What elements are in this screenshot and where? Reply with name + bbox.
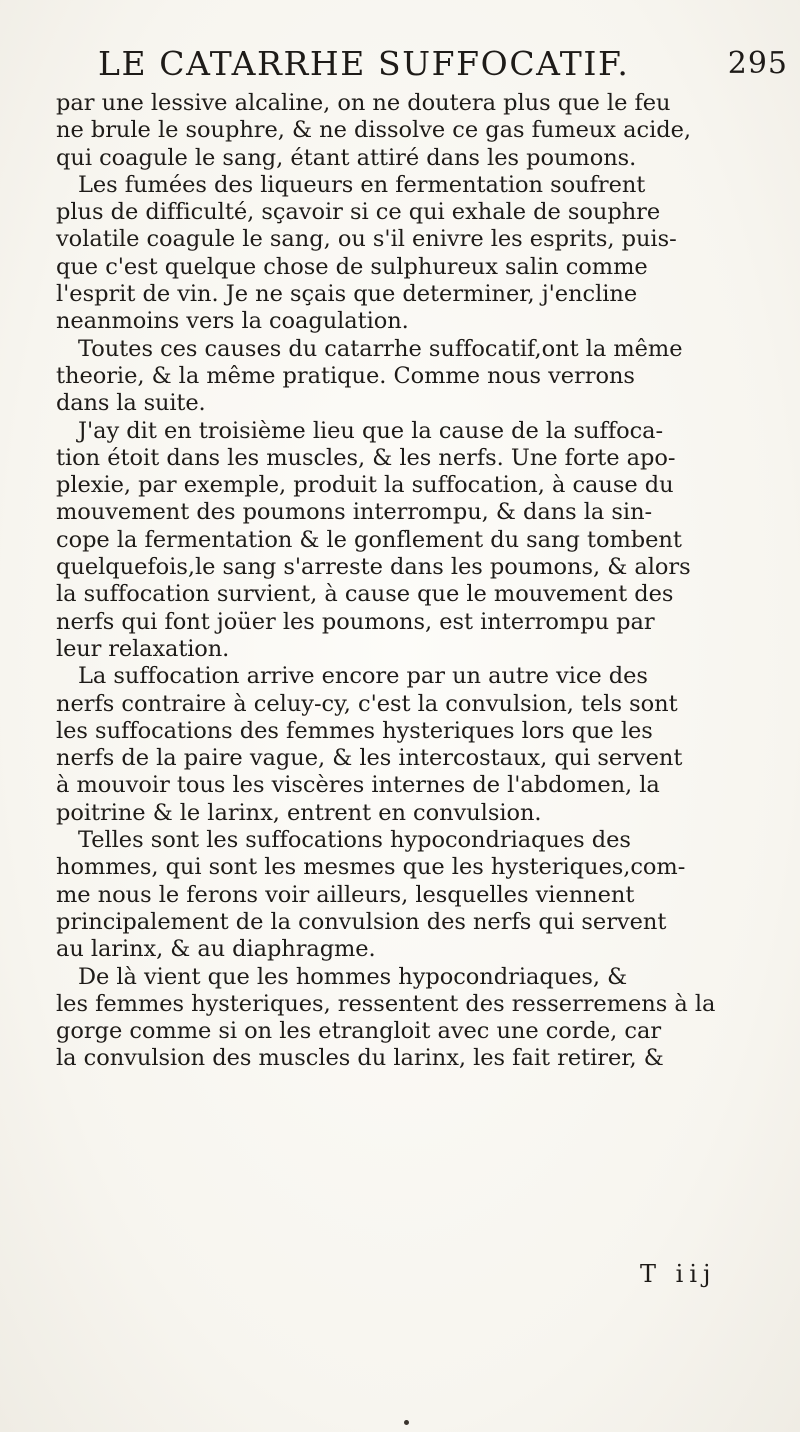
text-line: nerfs qui font joüer les poumons, est interrompu par bbox=[56, 608, 655, 635]
text-line: neanmoins vers la coagulation. bbox=[56, 308, 409, 335]
text-line: poitrine & le larinx, entrent en convulsion. bbox=[56, 799, 542, 826]
text-line: leur relaxation. bbox=[56, 635, 230, 662]
text-line: Telles sont les suffocations hypocondriaques des bbox=[78, 827, 631, 854]
text-line: la convulsion des muscles du larinx, les fait retirer, & bbox=[56, 1045, 664, 1072]
text-line: volatile coagule le sang, ou s'il enivre les esprits, puis- bbox=[56, 226, 677, 253]
body-text bbox=[56, 90, 796, 1073]
text-line: hommes, qui sont les mesmes que les hysteriques,com- bbox=[56, 854, 686, 881]
running-head bbox=[98, 44, 788, 94]
text-line: la suffocation survient, à cause que le mouvement des bbox=[56, 581, 674, 608]
text-line: l'esprit de vin. Je ne sçais que determiner, j'encline bbox=[56, 281, 638, 308]
text-line: nerfs contraire à celuy-cy, c'est la convulsion, tels sont bbox=[56, 690, 678, 717]
text-line: au larinx, & au diaphragme. bbox=[56, 936, 376, 963]
text-line: De là vient que les hommes hypocondriaques, & bbox=[78, 963, 628, 990]
text-line: plus de difficulté, sçavoir si ce qui exhale de souphre bbox=[56, 199, 661, 226]
text-line: les suffocations des femmes hysteriques lors que les bbox=[56, 717, 653, 744]
signature-mark: T iij bbox=[640, 1260, 717, 1288]
text-line: tion étoit dans les muscles, & les nerfs. Une forte apo- bbox=[56, 444, 676, 471]
text-line: nerfs de la paire vague, & les intercostaux, qui servent bbox=[56, 745, 683, 772]
text-line: theorie, & la même pratique. Comme nous verrons bbox=[56, 362, 635, 389]
text-line: La suffocation arrive encore par un autre vice des bbox=[78, 663, 648, 690]
text-line: quelquefois,le sang s'arreste dans les poumons, & alors bbox=[56, 554, 691, 581]
text-line: Toutes ces causes du catarrhe suffocatif,ont la même bbox=[78, 335, 683, 362]
text-line: qui coagule le sang, étant attiré dans les poumons. bbox=[56, 144, 637, 171]
text-line: par une lessive alcaline, on ne doutera plus que le feu bbox=[56, 90, 671, 116]
text-line: à mouvoir tous les viscères internes de l'abdomen, la bbox=[56, 772, 660, 799]
text-line: les femmes hysteriques, ressentent des resserremens à la bbox=[56, 990, 716, 1017]
text-line: gorge comme si on les etrangloit avec une corde, car bbox=[56, 1018, 662, 1045]
page-number: 295 bbox=[727, 46, 788, 81]
text-line: Les fumées des liqueurs en fermentation soufrent bbox=[78, 171, 646, 198]
text-line: mouvement des poumons interrompu, & dans la sin- bbox=[56, 499, 653, 526]
text-line: principalement de la convulsion des nerfs qui servent bbox=[56, 908, 667, 935]
text-line: plexie, par exemple, produit la suffocation, à cause du bbox=[56, 472, 674, 499]
running-title: LE CATARRHE SUFFOCATIF. bbox=[98, 44, 630, 83]
text-line: ne brule le souphre, & ne dissolve ce gas fumeux acide, bbox=[56, 117, 692, 144]
text-line: cope la fermentation & le gonflement du sang tombent bbox=[56, 526, 682, 553]
text-line: J'ay dit en troisième lieu que la cause de la suffoca- bbox=[78, 417, 664, 444]
text-line: dans la suite. bbox=[56, 390, 206, 417]
ink-speck bbox=[404, 1420, 409, 1425]
text-line: que c'est quelque chose de sulphureux salin comme bbox=[56, 253, 648, 280]
text-line: me nous le ferons voir ailleurs, lesquelles viennent bbox=[56, 881, 635, 908]
